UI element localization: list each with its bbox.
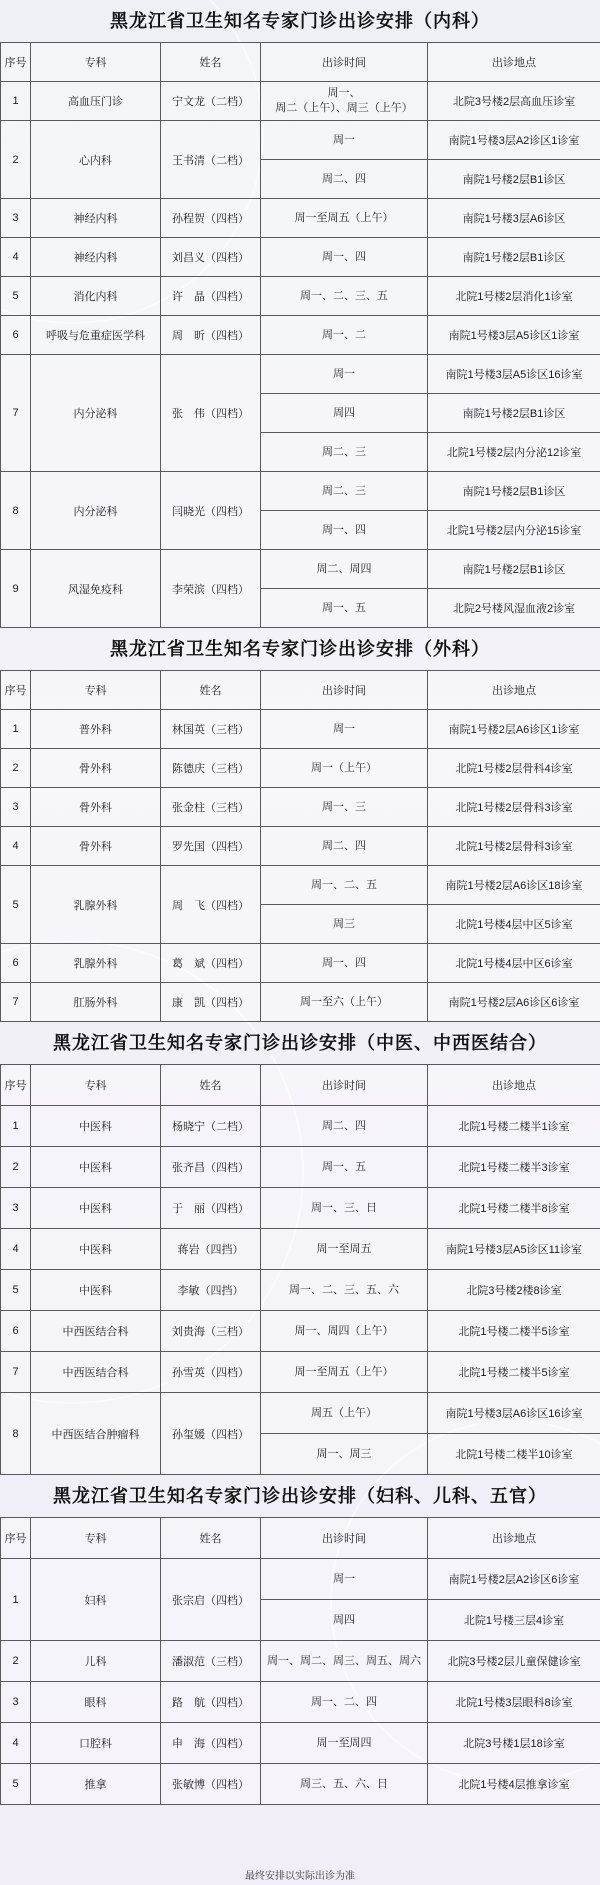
clinic-location-cell: 北院1号楼2层消化1诊室	[428, 277, 600, 316]
table-row	[1, 1723, 600, 1764]
table-row	[1, 1147, 600, 1188]
row-number: 7	[1, 983, 31, 1022]
clinic-location-cell: 北院1号楼三层4诊室	[428, 1600, 600, 1641]
table-row	[1, 1352, 600, 1393]
department-cell: 骨外科	[31, 827, 161, 866]
clinic-location-cell: 北院1号楼4层中区5诊室	[428, 905, 600, 944]
department-cell: 中西医结合科	[31, 1311, 161, 1352]
table-row	[1, 550, 600, 589]
department-cell: 儿科	[31, 1641, 161, 1682]
clinic-location-cell: 南院1号楼3层A5诊区1诊室	[428, 316, 600, 355]
doctor-name-cell: 陈德庆（三档）	[161, 749, 261, 788]
row-number: 2	[1, 1641, 31, 1682]
clinic-time-cell: 周一、四	[261, 511, 428, 550]
table-header-row	[1, 43, 600, 82]
clinic-location-cell: 北院1号楼二楼半1诊室	[428, 1106, 600, 1147]
clinic-time-cell: 周一、 周二（上午）、周三（上午）	[261, 82, 428, 121]
department-cell: 内分泌科	[31, 472, 161, 550]
header-time: 出诊时间	[261, 1518, 428, 1559]
clinic-time-cell: 周一至周五	[261, 1229, 428, 1270]
doctor-name-cell: 宁文龙（二档）	[161, 82, 261, 121]
table-row	[1, 355, 600, 394]
table-row	[1, 1393, 600, 1434]
clinic-time-cell: 周二、四	[261, 827, 428, 866]
row-number: 5	[1, 277, 31, 316]
clinic-location-cell: 北院1号楼3层眼科8诊室	[428, 1682, 600, 1723]
department-cell: 中西医结合肿瘤科	[31, 1393, 161, 1475]
clinic-location-cell: 南院1号楼2层B1诊区	[428, 394, 600, 433]
department-cell: 心内科	[31, 121, 161, 199]
header-name: 姓名	[161, 43, 261, 82]
table-row	[1, 788, 600, 827]
header-location: 出诊地点	[428, 43, 600, 82]
clinic-location-cell: 北院1号楼2层骨科4诊室	[428, 749, 600, 788]
table-row	[1, 199, 600, 238]
doctor-name-cell: 张齐昌（四档）	[161, 1147, 261, 1188]
doctor-name-cell: 孙雪英（四档）	[161, 1352, 261, 1393]
table-header-row	[1, 671, 600, 710]
table-row	[1, 827, 600, 866]
row-number: 1	[1, 710, 31, 749]
doctor-name-cell: 张敏博（四档）	[161, 1764, 261, 1805]
department-cell: 中医科	[31, 1229, 161, 1270]
row-number: 3	[1, 199, 31, 238]
row-number: 6	[1, 1311, 31, 1352]
row-number: 8	[1, 472, 31, 550]
clinic-location-cell: 南院1号楼2层B1诊区	[428, 550, 600, 589]
row-number: 2	[1, 121, 31, 199]
department-cell: 中医科	[31, 1270, 161, 1311]
clinic-location-cell: 北院3号楼1层18诊室	[428, 1723, 600, 1764]
clinic-time-cell: 周一、二、四	[261, 1682, 428, 1723]
header-no: 序号	[1, 1065, 31, 1106]
doctor-name-cell: 葛 斌（四档）	[161, 944, 261, 983]
doctor-name-cell: 康 凯（四档）	[161, 983, 261, 1022]
schedule-table	[0, 42, 600, 628]
clinic-location-cell: 北院3号楼2层高血压诊室	[428, 82, 600, 121]
table-row	[1, 1229, 600, 1270]
table-row	[1, 983, 600, 1022]
doctor-name-cell: 王书清（二档）	[161, 121, 261, 199]
doctor-name-cell: 李敏（四挡）	[161, 1270, 261, 1311]
clinic-time-cell: 周二、四	[261, 1106, 428, 1147]
department-cell: 消化内科	[31, 277, 161, 316]
header-time: 出诊时间	[261, 1065, 428, 1106]
table-row	[1, 866, 600, 905]
department-cell: 中西医结合科	[31, 1352, 161, 1393]
clinic-time-cell: 周一、三	[261, 788, 428, 827]
header-name: 姓名	[161, 671, 261, 710]
header-location: 出诊地点	[428, 671, 600, 710]
clinic-location-cell: 北院1号楼2层内分泌15诊室	[428, 511, 600, 550]
doctor-name-cell: 蒋岩（四挡）	[161, 1229, 261, 1270]
clinic-time-cell: 周一、五	[261, 589, 428, 628]
doctor-name-cell: 周 昕（四档）	[161, 316, 261, 355]
clinic-time-cell: 周四	[261, 1600, 428, 1641]
clinic-time-cell: 周二、三	[261, 472, 428, 511]
schedule-table	[0, 1517, 600, 1805]
table-row	[1, 1764, 600, 1805]
clinic-location-cell: 南院1号楼2层B1诊区	[428, 472, 600, 511]
table-row	[1, 1106, 600, 1147]
row-number: 1	[1, 1559, 31, 1641]
footer-note: 最终安排以实际出诊为准	[245, 1871, 355, 1882]
table-row	[1, 82, 600, 121]
doctor-name-cell: 孙程贺（四档）	[161, 199, 261, 238]
table-row	[1, 944, 600, 983]
doctor-name-cell: 许 晶（四档）	[161, 277, 261, 316]
row-number: 6	[1, 316, 31, 355]
department-cell: 骨外科	[31, 749, 161, 788]
table-row	[1, 472, 600, 511]
clinic-location-cell: 北院1号楼二楼半3诊室	[428, 1147, 600, 1188]
clinic-time-cell: 周一	[261, 121, 428, 160]
clinic-location-cell: 南院1号楼3层A2诊区1诊室	[428, 121, 600, 160]
department-cell: 乳腺外科	[31, 944, 161, 983]
table-row	[1, 1270, 600, 1311]
clinic-time-cell: 周一、三、日	[261, 1188, 428, 1229]
clinic-location-cell: 北院3号楼2层儿童保健诊室	[428, 1641, 600, 1682]
clinic-time-cell: 周一、周四（上午）	[261, 1311, 428, 1352]
schedule-table	[0, 1064, 600, 1475]
clinic-time-cell: 周一	[261, 710, 428, 749]
clinic-location-cell: 南院1号楼3层A6诊区16诊室	[428, 1393, 600, 1434]
table-row	[1, 1559, 600, 1600]
doctor-name-cell: 张金柱（三档）	[161, 788, 261, 827]
row-number: 4	[1, 1229, 31, 1270]
department-cell: 神经内科	[31, 238, 161, 277]
clinic-location-cell: 北院1号楼2层骨科3诊室	[428, 827, 600, 866]
clinic-location-cell: 南院1号楼2层A6诊区6诊室	[428, 983, 600, 1022]
department-cell: 口腔科	[31, 1723, 161, 1764]
clinic-time-cell: 周一	[261, 1559, 428, 1600]
department-cell: 中医科	[31, 1188, 161, 1229]
clinic-location-cell: 南院1号楼2层A2诊区6诊室	[428, 1559, 600, 1600]
row-number: 3	[1, 1682, 31, 1723]
clinic-location-cell: 北院2号楼风湿血液2诊室	[428, 589, 600, 628]
department-cell: 中医科	[31, 1147, 161, 1188]
doctor-name-cell: 李荣滨（四档）	[161, 550, 261, 628]
clinic-location-cell: 北院1号楼二楼半10诊室	[428, 1434, 600, 1475]
clinic-time-cell: 周三	[261, 905, 428, 944]
doctor-name-cell: 张 伟（四档）	[161, 355, 261, 472]
row-number: 2	[1, 1147, 31, 1188]
table-row	[1, 277, 600, 316]
doctor-name-cell: 潘淑范（三档）	[161, 1641, 261, 1682]
row-number: 8	[1, 1393, 31, 1475]
clinic-time-cell: 周二、三	[261, 433, 428, 472]
row-number: 4	[1, 238, 31, 277]
clinic-time-cell: 周一至周五（上午）	[261, 199, 428, 238]
clinic-time-cell: 周一至周四	[261, 1723, 428, 1764]
doctor-name-cell: 孙玺媛（四档）	[161, 1393, 261, 1475]
doctor-name-cell: 申 海（四档）	[161, 1723, 261, 1764]
table-row	[1, 238, 600, 277]
table-row	[1, 1641, 600, 1682]
row-number: 3	[1, 1188, 31, 1229]
row-number: 1	[1, 82, 31, 121]
doctor-name-cell: 周 飞（四档）	[161, 866, 261, 944]
clinic-location-cell: 南院1号楼3层A5诊区16诊室	[428, 355, 600, 394]
clinic-location-cell: 南院1号楼2层B1诊区	[428, 160, 600, 199]
schedule-section	[0, 0, 600, 628]
row-number: 4	[1, 1723, 31, 1764]
doctor-name-cell: 路 航（四档）	[161, 1682, 261, 1723]
row-number: 7	[1, 355, 31, 472]
table-row	[1, 1682, 600, 1723]
header-location: 出诊地点	[428, 1518, 600, 1559]
clinic-time-cell: 周一、二、五	[261, 866, 428, 905]
doctor-name-cell: 罗先国（四档）	[161, 827, 261, 866]
section-title: 黑龙江省卫生知名专家门诊出诊安排（内科）	[110, 11, 490, 31]
doctor-name-cell: 于 丽（四档）	[161, 1188, 261, 1229]
section-title: 黑龙江省卫生知名专家门诊出诊安排（外科）	[110, 639, 490, 659]
department-cell: 中医科	[31, 1106, 161, 1147]
header-no: 序号	[1, 1518, 31, 1559]
clinic-location-cell: 北院1号楼2层骨科3诊室	[428, 788, 600, 827]
department-cell: 妇科	[31, 1559, 161, 1641]
clinic-time-cell: 周一、周二、周三、周五、周六	[261, 1641, 428, 1682]
row-number: 9	[1, 550, 31, 628]
header-dept: 专科	[31, 1065, 161, 1106]
row-number: 2	[1, 749, 31, 788]
header-dept: 专科	[31, 671, 161, 710]
department-cell: 高血压门诊	[31, 82, 161, 121]
clinic-location-cell: 南院1号楼3层A6诊区	[428, 199, 600, 238]
header-name: 姓名	[161, 1518, 261, 1559]
section-title: 黑龙江省卫生知名专家门诊出诊安排（妇科、儿科、五官）	[53, 1486, 547, 1506]
schedule-section	[0, 1475, 600, 1805]
department-cell: 乳腺外科	[31, 866, 161, 944]
department-cell: 骨外科	[31, 788, 161, 827]
row-number: 5	[1, 866, 31, 944]
department-cell: 推拿	[31, 1764, 161, 1805]
clinic-time-cell: 周一至六（上午）	[261, 983, 428, 1022]
row-number: 1	[1, 1106, 31, 1147]
clinic-location-cell: 北院1号楼二楼半8诊室	[428, 1188, 600, 1229]
header-time: 出诊时间	[261, 43, 428, 82]
clinic-time-cell: 周一（上午）	[261, 749, 428, 788]
row-number: 5	[1, 1270, 31, 1311]
doctor-name-cell: 刘昌义（四档）	[161, 238, 261, 277]
clinic-time-cell: 周五（上午）	[261, 1393, 428, 1434]
department-cell: 呼吸与危重症医学科	[31, 316, 161, 355]
clinic-time-cell: 周四	[261, 394, 428, 433]
doctor-name-cell: 林国英（三档）	[161, 710, 261, 749]
header-dept: 专科	[31, 1518, 161, 1559]
clinic-time-cell: 周一、四	[261, 944, 428, 983]
header-no: 序号	[1, 671, 31, 710]
header-time: 出诊时间	[261, 671, 428, 710]
row-number: 7	[1, 1352, 31, 1393]
doctor-name-cell: 张宗启（四档）	[161, 1559, 261, 1641]
doctor-name-cell: 闫晓光（四档）	[161, 472, 261, 550]
table-row	[1, 316, 600, 355]
clinic-time-cell: 周一、二、三、五、六	[261, 1270, 428, 1311]
clinic-location-cell: 北院1号楼2层内分泌12诊室	[428, 433, 600, 472]
clinic-location-cell: 南院1号楼2层A6诊区1诊室	[428, 710, 600, 749]
schedule-section	[0, 628, 600, 1022]
header-no: 序号	[1, 43, 31, 82]
table-header-row	[1, 1518, 600, 1559]
header-dept: 专科	[31, 43, 161, 82]
schedule-section	[0, 1022, 600, 1475]
clinic-location-cell: 北院1号楼二楼半5诊室	[428, 1311, 600, 1352]
department-cell: 内分泌科	[31, 355, 161, 472]
clinic-time-cell: 周三、五、六、日	[261, 1764, 428, 1805]
table-row	[1, 749, 600, 788]
table-row	[1, 121, 600, 160]
department-cell: 风湿免疫科	[31, 550, 161, 628]
clinic-time-cell: 周二、周四	[261, 550, 428, 589]
clinic-time-cell: 周一、二	[261, 316, 428, 355]
department-cell: 神经内科	[31, 199, 161, 238]
doctor-name-cell: 刘贵海（三档）	[161, 1311, 261, 1352]
clinic-location-cell: 北院1号楼4层推拿诊室	[428, 1764, 600, 1805]
clinic-location-cell: 北院3号楼2楼8诊室	[428, 1270, 600, 1311]
department-cell: 眼科	[31, 1682, 161, 1723]
department-cell: 肛肠外科	[31, 983, 161, 1022]
table-row	[1, 1188, 600, 1229]
clinic-location-cell: 北院1号楼4层中区6诊室	[428, 944, 600, 983]
row-number: 3	[1, 788, 31, 827]
clinic-time-cell: 周一、四	[261, 238, 428, 277]
clinic-time-cell: 周一、周三	[261, 1434, 428, 1475]
table-header-row	[1, 1065, 600, 1106]
clinic-location-cell: 南院1号楼2层A6诊区18诊室	[428, 866, 600, 905]
row-number: 5	[1, 1764, 31, 1805]
schedule-table	[0, 670, 600, 1022]
clinic-location-cell: 北院1号楼二楼半5诊室	[428, 1352, 600, 1393]
clinic-time-cell: 周二、四	[261, 160, 428, 199]
header-location: 出诊地点	[428, 1065, 600, 1106]
clinic-time-cell: 周一、五	[261, 1147, 428, 1188]
table-row	[1, 710, 600, 749]
row-number: 6	[1, 944, 31, 983]
clinic-time-cell: 周一	[261, 355, 428, 394]
clinic-time-cell: 周一、二、三、五	[261, 277, 428, 316]
doctor-name-cell: 杨晓宁（二档）	[161, 1106, 261, 1147]
row-number: 4	[1, 827, 31, 866]
clinic-time-cell: 周一至周五（上午）	[261, 1352, 428, 1393]
header-name: 姓名	[161, 1065, 261, 1106]
section-title: 黑龙江省卫生知名专家门诊出诊安排（中医、中西医结合）	[53, 1033, 547, 1053]
clinic-location-cell: 南院1号楼2层B1诊区	[428, 238, 600, 277]
table-row	[1, 1311, 600, 1352]
department-cell: 普外科	[31, 710, 161, 749]
clinic-location-cell: 南院1号楼3层A5诊区11诊室	[428, 1229, 600, 1270]
